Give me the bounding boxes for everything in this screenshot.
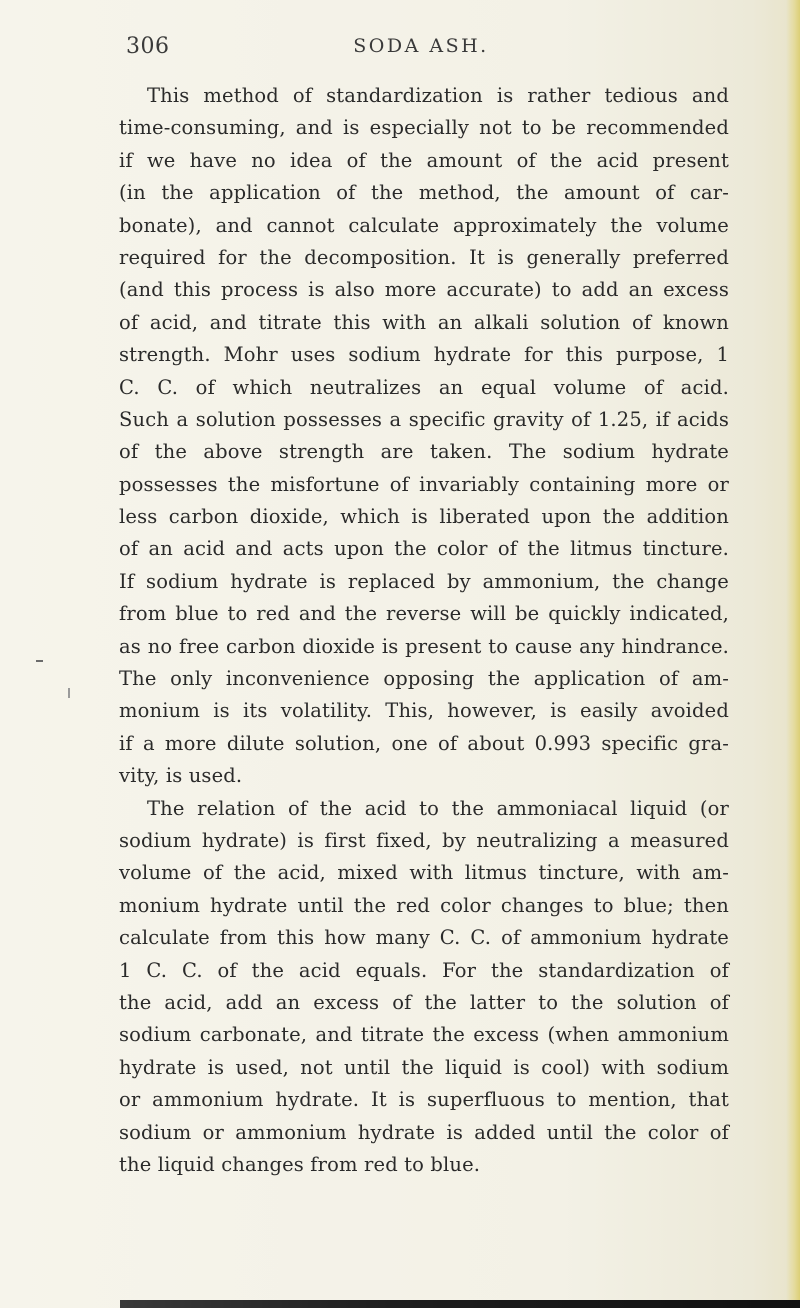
text-line: This method of standardization is rather tedious and — [147, 84, 729, 107]
text-line: bonate), and cannot calculate approximately the volume — [119, 213, 729, 237]
text-line: time-consuming, and is especially not to be recommended — [119, 116, 729, 140]
page-header — [126, 34, 726, 66]
margin-mark — [36, 660, 43, 662]
text-line: or ammonium hydrate. It is superfluous to mention, that — [119, 1088, 729, 1112]
text-line: sodium hydrate) is first fixed, by neutralizing a measured — [119, 828, 729, 852]
text-line: of an acid and acts upon the color of the litmus tincture. — [119, 537, 729, 561]
body-text — [119, 80, 729, 1181]
text-line: vity, is used. — [119, 764, 243, 788]
text-line: less carbon dioxide, which is liberated upon the addition — [119, 505, 729, 529]
text-line: hydrate is used, not until the liquid is cool) with sodium — [119, 1055, 729, 1079]
text-line: If sodium hydrate is replaced by ammonium, the change — [119, 569, 729, 593]
text-line: The only inconvenience opposing the application of am- — [119, 667, 729, 691]
text-line: as no free carbon dioxide is present to cause any hindrance. — [119, 634, 729, 658]
text-line: monium hydrate until the red color changes to blue; then — [119, 893, 729, 917]
text-line: volume of the acid, mixed with litmus tincture, with am- — [119, 861, 729, 885]
text-line: The relation of the acid to the ammoniacal liquid (or — [147, 796, 729, 820]
text-line: calculate from this how many C. C. of ammonium hydrate — [119, 926, 729, 950]
text-line: if we have no idea of the amount of the acid present — [119, 148, 729, 172]
text-line: sodium or ammonium hydrate is added until the color of — [119, 1120, 729, 1144]
margin-mark — [68, 688, 70, 698]
text-line: (and this process is also more accurate) to add an excess — [119, 278, 729, 302]
text-line: required for the decomposition. It is generally preferred — [119, 245, 729, 269]
text-line: from blue to red and the reverse will be quickly indicated, — [119, 602, 729, 626]
text-line: monium is its volatility. This, however, is easily avoided — [119, 699, 729, 723]
text-line: strength. Mohr uses sodium hydrate for this purpose, 1 — [119, 343, 729, 367]
text-line: the acid, add an excess of the latter to the solution of — [119, 990, 729, 1014]
text-line: (in the application of the method, the amount of car- — [119, 181, 729, 205]
text-line: if a more dilute solution, one of about 0.993 specific gra- — [119, 731, 729, 755]
text-line: the liquid changes from red to blue. — [119, 1152, 481, 1176]
page-number: 306 — [126, 34, 170, 59]
text-line: Such a solution possesses a specific gravity of 1.25, if acids — [119, 407, 729, 431]
page-bottom-edge — [120, 1300, 800, 1308]
text-line: possesses the misfortune of invariably containing more or — [119, 472, 729, 496]
text-line: sodium carbonate, and titrate the excess (when ammonium — [119, 1023, 729, 1047]
text-line: of acid, and titrate this with an alkali solution of known — [119, 310, 729, 334]
text-line: C. C. of which neutralizes an equal volume of acid. — [119, 375, 729, 399]
text-line: of the above strength are taken. The sodium hydrate — [119, 440, 729, 464]
running-title: SODA ASH. — [353, 35, 489, 57]
page-edge-shadow — [786, 0, 800, 1308]
text-line: 1 C. C. of the acid equals. For the standardization of — [119, 958, 729, 982]
